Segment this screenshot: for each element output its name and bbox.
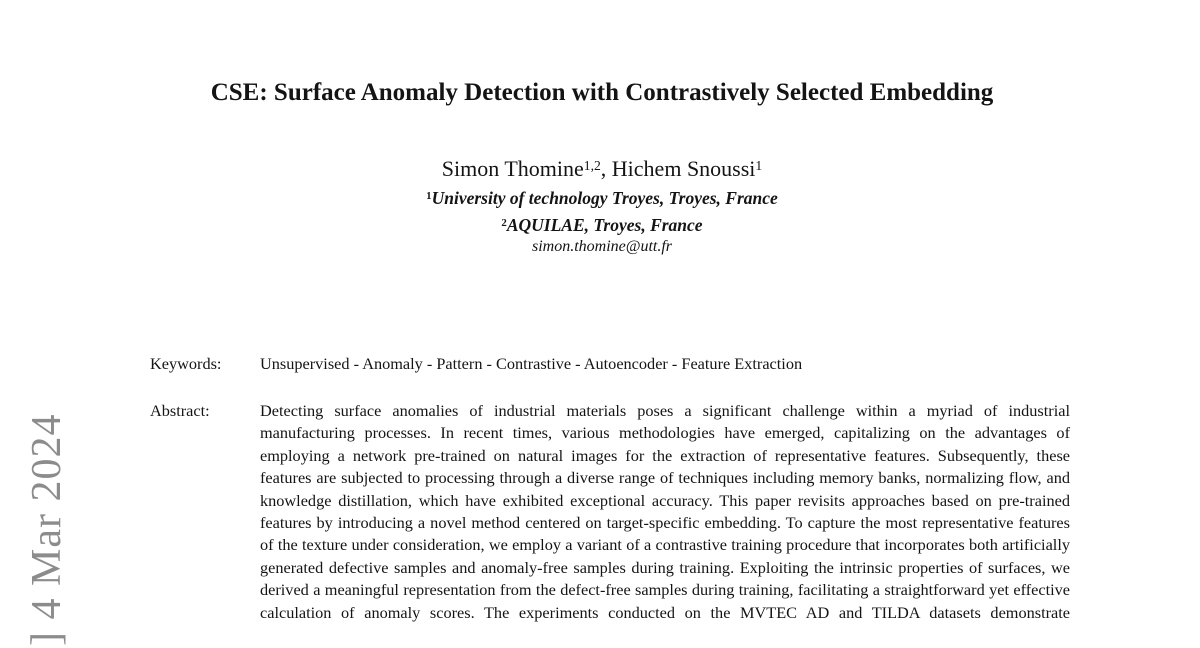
author-email: simon.thomine@utt.fr	[531, 238, 673, 255]
affiliation-1-marker: 1	[426, 190, 432, 203]
paper-title: CSE: Surface Anomaly Detection with Contrastively Selected Embedding	[210, 79, 994, 106]
arxiv-date-stamp: ] 4 Mar 2024	[24, 413, 70, 646]
affiliation-2-text: AQUILAE, Troyes, France	[506, 215, 703, 235]
affiliation-1	[2, 190, 1200, 208]
keywords-list: Unsupervised - Anomaly - Pattern - Contrastive - Autoencoder - Feature Extraction	[260, 354, 803, 373]
author-separator: ,	[600, 156, 612, 181]
keywords-label: Keywords:	[150, 354, 222, 373]
author-name-2: Hichem Snoussi	[611, 156, 756, 181]
author-line	[2, 158, 1200, 180]
abstract-text: Detecting surface anomalies of industrial materials poses a significant challenge within a myriad of industrial manufacturing processes. In recent times, various methodologies have emerged, capitalizing on the advantages of employing a network pre-trained on natural images for the extraction of representative features. Subsequently, these features are subjected to processing through a diverse range of techniques including memory banks, normalizing flow, and knowledge distillation, which have exhibited exceptional accuracy. This paper revisits approaches based on pre-trained features by introducing a novel method centered on target-specific embedding. To capture the most representative features of the texture under consideration, we employ a variant of a contrastive training procedure that incorporates both artificially generated defective samples and anomaly-free samples during training. Exploiting the intrinsic properties of surfaces, we derived a meaningful representation from the defect-free samples during training, facilitating a straightforward yet effective calculation of anomaly scores. The experiments conducted on the MVTEC AD and TILDA datasets demonstrate	[260, 401, 1070, 622]
author-1-affiliation-marker: 1,2	[583, 157, 601, 173]
author-2-affiliation-marker: 1	[755, 157, 763, 173]
affiliation-2-marker: 2	[501, 217, 507, 230]
author-name-1: Simon Thomine	[441, 156, 584, 181]
affiliation-1-text: University of technology Troyes, Troyes, France	[431, 188, 778, 208]
affiliation-2	[2, 217, 1200, 235]
abstract-label: Abstract:	[150, 401, 210, 420]
